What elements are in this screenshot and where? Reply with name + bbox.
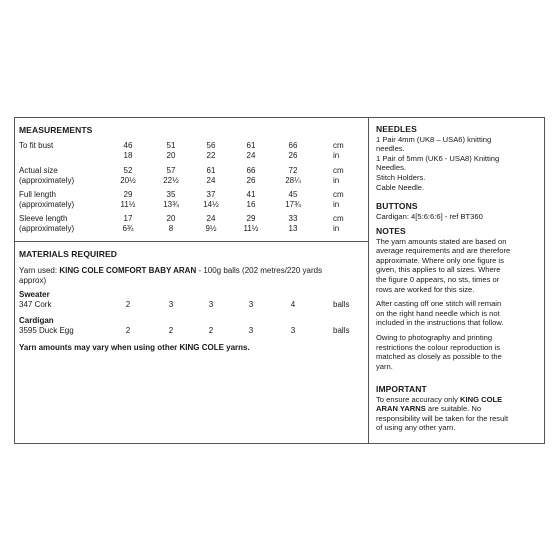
needles-line: needles.	[376, 144, 405, 154]
measure-value: 66	[288, 141, 298, 150]
balls-unit: balls	[333, 300, 350, 309]
measure-value: 37	[206, 190, 216, 199]
garment-name: Cardigan	[19, 316, 54, 325]
measure-unit: cm	[333, 141, 344, 150]
buttons-title: BUTTONS	[376, 201, 418, 211]
measure-value: 26	[288, 151, 298, 160]
notes-line: the figure 0 appears, no sts, times or	[376, 274, 500, 284]
measure-value: 33	[288, 214, 298, 223]
notes-line: After casting off one stitch will remain	[376, 299, 502, 309]
buttons-text: Cardigan: 4[5:6:6:6] - ref BT360	[376, 211, 483, 221]
measure-value: 14½	[203, 200, 219, 209]
measure-value: 26	[246, 176, 256, 185]
notes-line: rows are worked for this size.	[376, 284, 475, 294]
notes-line: The yarn amounts stated are based on	[376, 236, 507, 246]
notes-line: average requirements and are therefore	[376, 246, 511, 256]
measure-value: 29	[123, 190, 133, 199]
notes-line: restrictions the colour reproduction is	[376, 342, 501, 352]
measure-value: 11½	[243, 224, 259, 233]
measure-value: 9½	[205, 224, 217, 233]
important-section	[376, 385, 544, 433]
measure-value: 35	[166, 190, 176, 199]
yarn-shade: 347 Cork	[19, 300, 52, 309]
important-line	[376, 395, 544, 405]
yarn-used-prefix: Yarn used:	[19, 266, 60, 275]
measure-value: 24	[246, 151, 256, 160]
notes-line: included in the instructions that follow.	[376, 318, 504, 328]
measure-value: 56	[206, 141, 216, 150]
needles-line: 1 Pair 4mm (UK8 – USA6) knitting	[376, 134, 492, 144]
notes-line: matched as closely as possible to the	[376, 352, 502, 362]
measure-unit: cm	[333, 166, 344, 175]
measure-value: 13¾	[163, 200, 179, 209]
measure-sublabel: (approximately)	[19, 224, 75, 233]
notes-line: on the right hand needle which is not	[376, 308, 500, 318]
important-brand: KING COLE	[460, 394, 503, 404]
yarn-used-line	[19, 266, 322, 276]
balls-value: 3	[248, 326, 254, 335]
measure-value: 28¼	[285, 176, 301, 185]
measure-unit: cm	[333, 190, 344, 199]
needles-line: Cable Needle.	[376, 182, 425, 192]
column-divider	[368, 118, 369, 443]
measure-value: 72	[288, 166, 298, 175]
balls-value: 4	[290, 300, 296, 309]
measure-value: 17¾	[285, 200, 301, 209]
measure-value: 52	[123, 166, 133, 175]
balls-value: 2	[125, 326, 131, 335]
measure-sublabel: (approximately)	[19, 200, 75, 209]
important-line: of using any other yarn.	[376, 423, 456, 433]
measure-value: 17	[123, 214, 133, 223]
important-title: IMPORTANT	[376, 384, 427, 394]
measure-value: 16	[246, 200, 256, 209]
measure-value: 41	[246, 190, 256, 199]
important-text: are suitable. No	[425, 404, 482, 414]
balls-value: 2	[168, 326, 174, 335]
section-divider	[15, 241, 368, 242]
measure-sublabel: (approximately)	[19, 176, 75, 185]
needles-line: Stitch Holders.	[376, 172, 426, 182]
yarn-name: KING COLE COMFORT BABY ARAN	[59, 266, 197, 275]
measure-value: 13	[288, 224, 298, 233]
garment-name: Sweater	[19, 290, 50, 299]
needles-line: Needles.	[376, 163, 406, 173]
yarn-substitution-note: Yarn amounts may vary when using other KING COLE yarns.	[19, 343, 250, 352]
yarn-shade: 3595 Duck Egg	[19, 326, 74, 335]
needles-line: 1 Pair of 5mm (UK6 - USA8) Knitting	[376, 153, 500, 163]
yarn-details: - 100g balls (202 metres/220 yards	[196, 266, 323, 275]
measure-unit: in	[333, 151, 340, 160]
important-line: responsibility will be taken for the result	[376, 413, 509, 423]
measure-unit: in	[333, 176, 340, 185]
measure-value: 20	[166, 151, 176, 160]
measure-value: 8	[168, 224, 174, 233]
pattern-info-box	[14, 117, 545, 444]
measure-value: 66	[246, 166, 256, 175]
measure-value: 20½	[120, 176, 136, 185]
measure-value: 24	[206, 176, 216, 185]
important-brand: ARAN YARNS	[376, 404, 426, 414]
buttons-section	[376, 202, 544, 221]
notes-line: given, this applies to all sizes. Where	[376, 265, 501, 275]
balls-value: 3	[290, 326, 296, 335]
materials-title: MATERIALS REQUIRED	[19, 249, 117, 259]
measure-value: 22	[206, 151, 216, 160]
balls-value: 3	[168, 300, 174, 309]
notes-line: yarn.	[376, 361, 393, 371]
measure-value: 46	[123, 141, 133, 150]
measure-value: 18	[123, 151, 133, 160]
notes-line: approximate. Where only one figure is	[376, 255, 504, 265]
measure-value: 22½	[163, 176, 179, 185]
notes-title: NOTES	[376, 226, 406, 236]
measure-value: 6¾	[122, 224, 134, 233]
yarn-used-line-2: approx)	[19, 276, 47, 285]
measure-label: Full length	[19, 190, 56, 199]
needles-title: NEEDLES	[376, 124, 417, 134]
important-text: To ensure accuracy only	[376, 394, 460, 404]
measure-value: 29	[246, 214, 256, 223]
measure-unit: in	[333, 200, 340, 209]
notes-line: Owing to photography and printing	[376, 332, 493, 342]
measurements-title: MEASUREMENTS	[19, 125, 93, 135]
measure-label: Sleeve length	[19, 214, 68, 223]
balls-value: 3	[208, 300, 214, 309]
measure-unit: cm	[333, 214, 344, 223]
measure-value: 61	[206, 166, 216, 175]
measure-value: 51	[166, 141, 176, 150]
measure-value: 11½	[120, 200, 136, 209]
notes-section	[376, 227, 544, 371]
balls-value: 2	[125, 300, 131, 309]
measure-label: To fit bust	[19, 141, 54, 150]
measure-value: 61	[246, 141, 256, 150]
measure-value: 20	[166, 214, 176, 223]
balls-unit: balls	[333, 326, 350, 335]
balls-value: 3	[248, 300, 254, 309]
measure-value: 45	[288, 190, 298, 199]
measure-unit: in	[333, 224, 340, 233]
measure-value: 24	[206, 214, 216, 223]
balls-value: 2	[208, 326, 214, 335]
important-line	[376, 404, 544, 414]
measure-label: Actual size	[19, 166, 58, 175]
needles-section	[376, 125, 544, 192]
measure-value: 57	[166, 166, 176, 175]
